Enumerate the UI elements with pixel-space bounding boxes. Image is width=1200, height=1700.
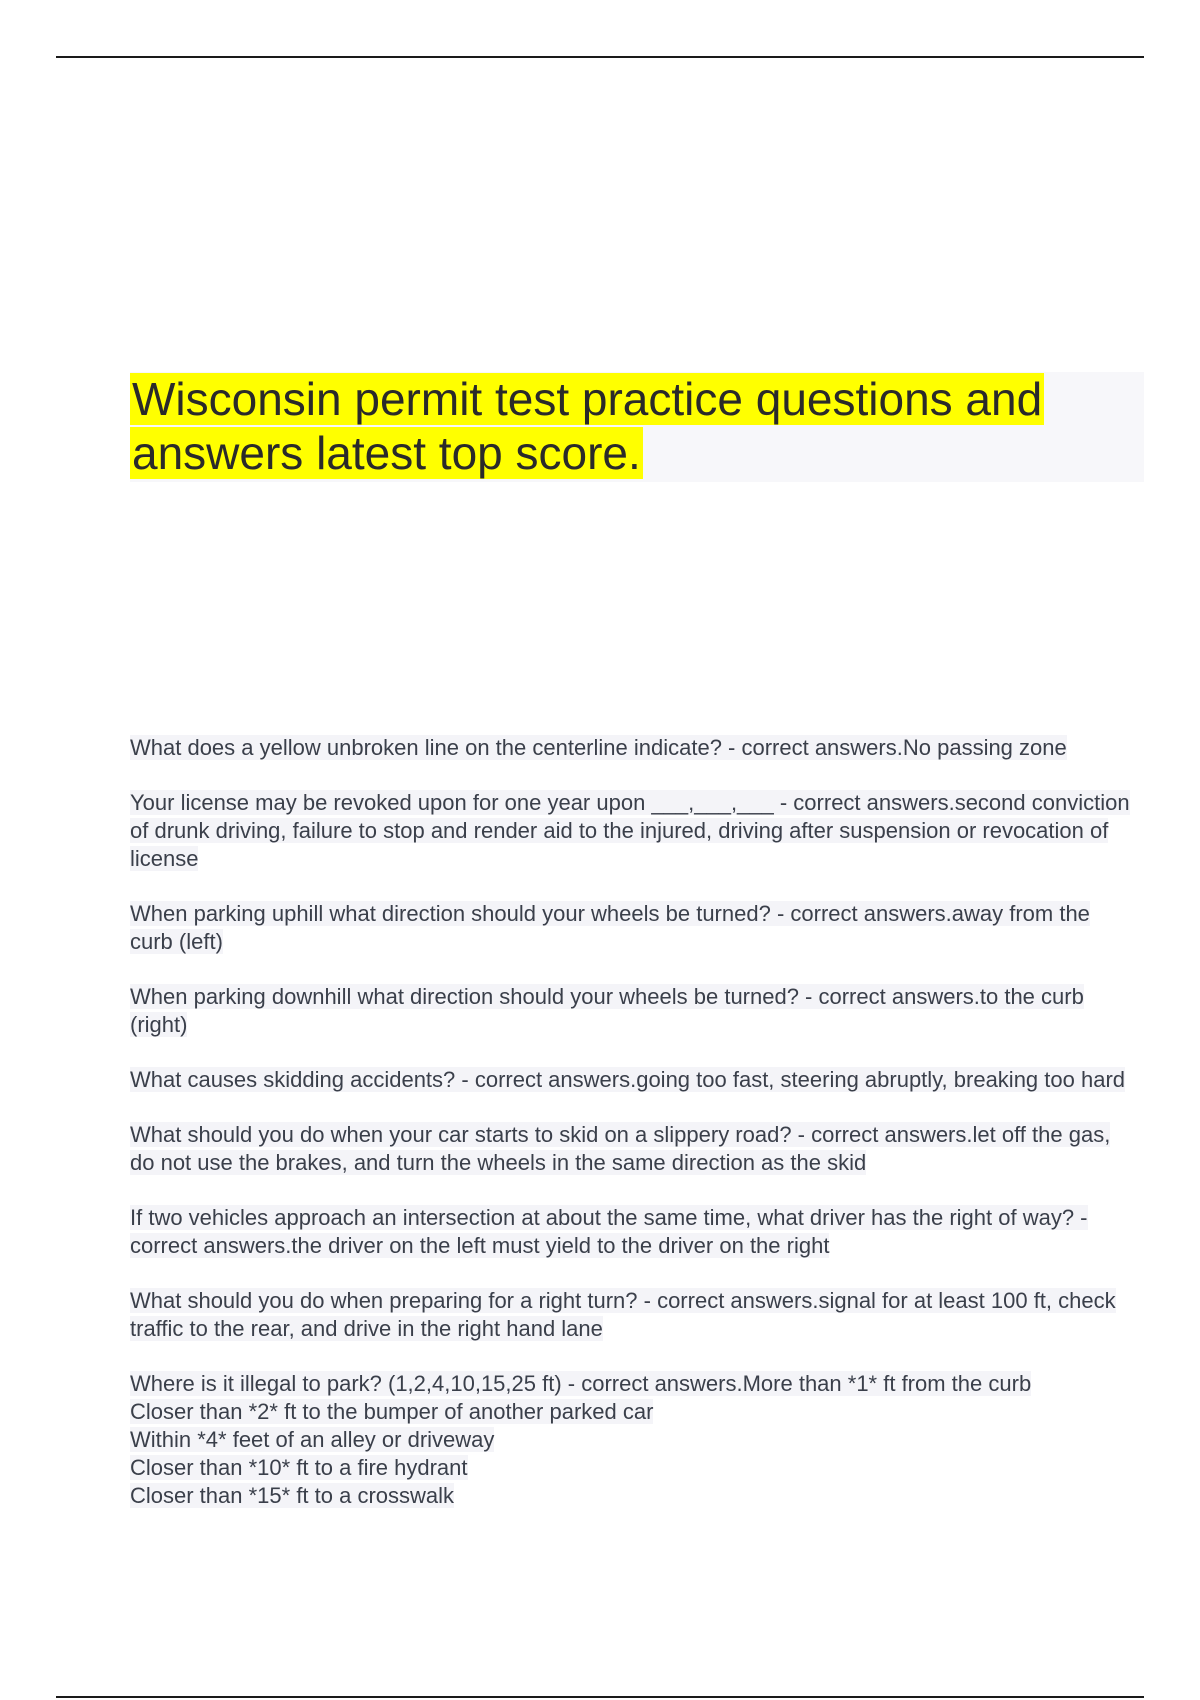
qa-line-text: Closer than *10* ft to a fire hydrant [130,1455,468,1480]
qa-item [130,1066,1130,1094]
qa-text: When parking uphill what direction should your wheels be turned? - correct answers.away from the curb (left) [130,901,1090,954]
qa-text: What should you do when your car starts to skid on a slippery road? - correct answers.let off the gas, do not use the brakes, and turn the wheels in the same direction as the skid [130,1122,1111,1175]
qa-text: What causes skidding accidents? - correct answers.going too fast, steering abruptly, breaking too hard [130,1067,1126,1092]
qa-item-parking [130,1370,1130,1510]
qa-text: Your license may be revoked upon for one year upon ___,___,___ - correct answers.second conviction of drunk driving, failure to stop and render aid to the injured, driving after suspension or revocation of license [130,790,1130,871]
bottom-rule [56,1696,1144,1698]
qa-item [130,1121,1130,1177]
qa-text: What does a yellow unbroken line on the centerline indicate? - correct answers.No passing zone [130,735,1067,760]
qa-line [130,1482,1130,1510]
qa-list [130,734,1130,1537]
qa-line [130,1426,1130,1454]
qa-line-text: Closer than *15* ft to a crosswalk [130,1483,455,1508]
title-highlight: Wisconsin permit test practice questions and answers latest top score. [132,373,1043,479]
qa-line [130,1398,1130,1426]
qa-line [130,1370,1130,1398]
qa-line-text: Within *4* feet of an alley or driveway [130,1427,495,1452]
qa-item [130,983,1130,1039]
title-block [130,372,1144,482]
qa-text: When parking downhill what direction should your wheels be turned? - correct answers.to the curb (right) [130,984,1084,1037]
qa-item [130,734,1130,762]
top-rule [56,56,1144,58]
qa-line-text: Closer than *2* ft to the bumper of another parked car [130,1399,654,1424]
qa-line-text: Where is it illegal to park? (1,2,4,10,15,25 ft) - correct answers.More than *1* ft from the curb [130,1371,1032,1396]
qa-text: If two vehicles approach an intersection at about the same time, what driver has the right of way? - correct answers.the driver on the left must yield to the driver on the right [130,1205,1088,1258]
qa-item [130,1204,1130,1260]
qa-text: What should you do when preparing for a right turn? - correct answers.signal for at least 100 ft, check traffic to the rear, and drive in the right hand lane [130,1288,1116,1341]
qa-item [130,1287,1130,1343]
document-title [130,372,1144,480]
qa-line [130,1454,1130,1482]
qa-item [130,789,1130,873]
qa-item [130,900,1130,956]
